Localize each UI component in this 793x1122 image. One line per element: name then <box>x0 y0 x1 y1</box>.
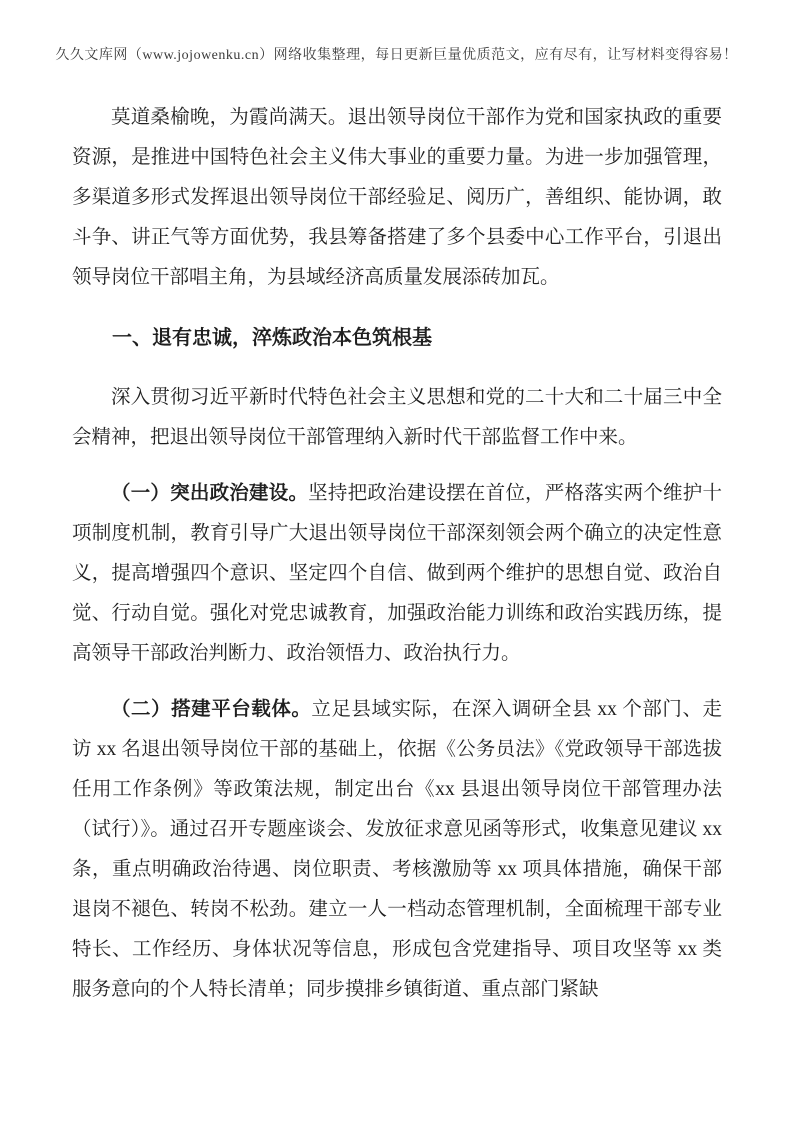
subsection-2-lead: （二）搭建平台载体。 <box>111 698 312 720</box>
watermark-banner: 久久文库网（www.jojowenku.cn）网络收集整理，每日更新巨量优质范文，应有尽有，让写材料变得容易！ <box>55 48 738 63</box>
paragraph-overview: 深入贯彻习近平新时代特色社会主义思想和党的二十大和二十届三中全会精神，把退出领导岗位干部管理纳入新时代干部监督工作中来。 <box>72 387 722 448</box>
document-body <box>72 98 722 1010</box>
paragraph-intro: 莫道桑榆晚，为霞尚满天。退出领导岗位干部作为党和国家执政的重要资源，是推进中国特色社会主义伟大事业的重要力量。为进一步加强管理，多渠道多形式发挥退出领导岗位干部经验足、阅历广，善组织、能协调，敢斗争、讲正气等方面优势，我县筹备搭建了多个县委中心工作平台，引退出领导岗位干部唱主角，为县域经济高质量发展添砖加瓦。 <box>72 107 722 288</box>
subsection-1-lead: （一）突出政治建设。 <box>111 482 309 504</box>
subsection-2-text: 立足县域实际，在深入调研全县 xx 个部门、走访 xx 名退出领导岗位干部的基础上，依据《公务员法》《党政领导干部选拔任用工作条例》等政策法规，制定出台《xx 县退出领导岗位干部管理办法（试行）》。通过召开专题座谈会、发放征求意见函等形式，收集意见建议 xx 条，重点明确政治待遇、岗位职责、考核激励等 xx 项具体措施，确保干部退岗不褪色、转岗不松劲。建立一人一档动态管理机制，全面梳理干部专业特长、工作经历、身体状况等信息，形成包含党建指导、项目攻坚等 xx 类服务意向的个人特长清单；同步摸排乡镇街道、重点部门紧缺 <box>72 699 722 1000</box>
section-heading-1: 一、退有忠诚，淬炼政治本色筑根基 <box>112 327 432 349</box>
paragraph-subsection-2 <box>72 689 722 1010</box>
subsection-1-text: 坚持把政治建设摆在首位，严格落实两个维护十项制度机制，教育引导广大退出领导岗位干部深刻领会两个确立的决定性意义，提高增强四个意识、坚定四个自信、做到两个维护的思想自觉、政治自觉、行动自觉。强化对党忠诚教育，加强政治能力训练和政治实践历练，提高领导干部政治判断力、政治领悟力、政治执行力。 <box>72 483 722 664</box>
paragraph-subsection-1 <box>72 473 722 674</box>
